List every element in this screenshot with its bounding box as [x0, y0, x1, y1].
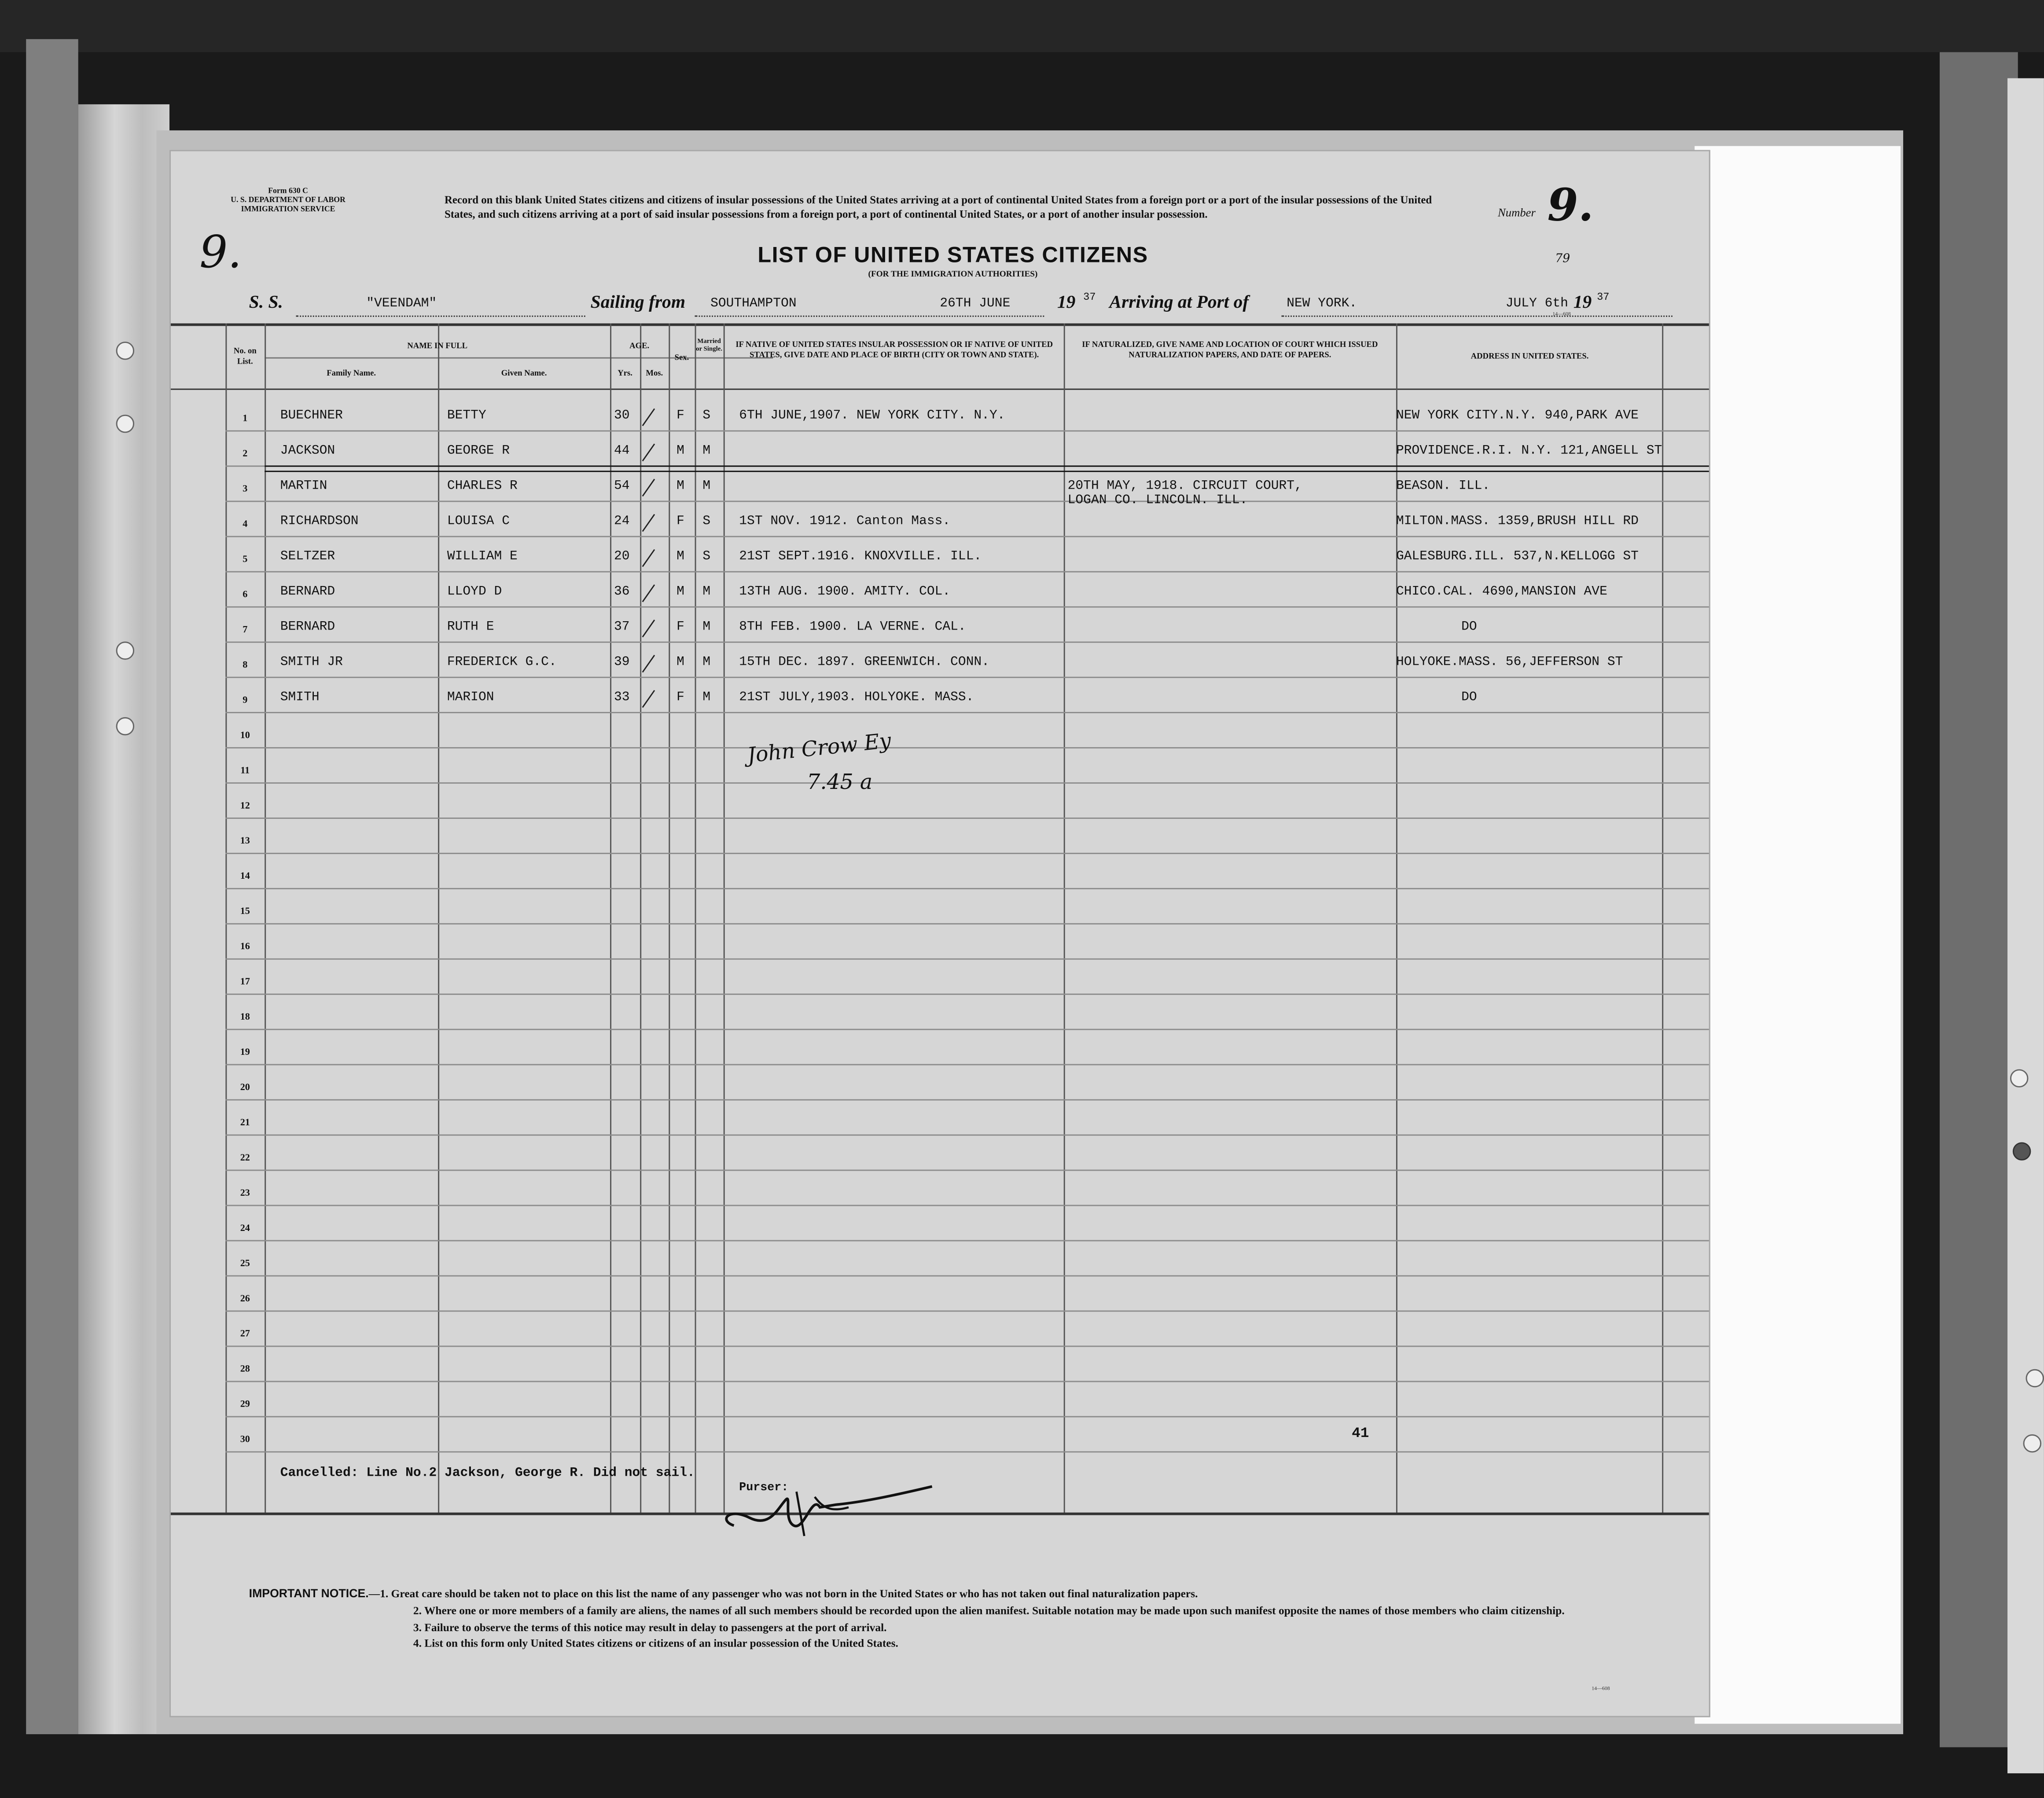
row-number: 28: [240, 1362, 250, 1374]
important-notice: [249, 1585, 1696, 1652]
arriving-label: Arriving at Port of: [1109, 293, 1249, 313]
binder-hole: [116, 717, 134, 735]
row-rule: [225, 1064, 1709, 1065]
binder-hole: [116, 342, 134, 360]
family-name: BERNARD: [280, 620, 335, 635]
sheet-mark: 9.: [199, 227, 242, 279]
page-number: 41: [1352, 1426, 1369, 1442]
col-head-married: Married or Single.: [696, 339, 723, 354]
print-code: 14—608: [1552, 310, 1571, 317]
given-name: BETTY: [447, 409, 486, 424]
row-number: 8: [243, 658, 248, 671]
sex: F: [676, 691, 684, 706]
row-number: 30: [240, 1433, 250, 1445]
sailing-year-prefix: 19: [1057, 293, 1076, 313]
number-under: 79: [1555, 253, 1570, 266]
row-number: 10: [240, 729, 250, 741]
page-subtitle: (FOR THE IMMIGRATION AUTHORITIES): [868, 270, 1038, 279]
binder-right-edge: [2007, 78, 2044, 1773]
row-rule: [225, 1275, 1709, 1277]
row-number: 7: [243, 623, 248, 635]
notice-lead: IMPORTANT NOTICE.: [249, 1587, 369, 1600]
binder-hole: [116, 415, 134, 433]
family-name: SMITH: [280, 691, 320, 706]
notice-item-3: 3. Failure to observe the terms of this notice may result in delay to passengers at the port of arrival.: [413, 1620, 887, 1633]
number-value: 9.: [1547, 180, 1594, 232]
col-head-age: AGE.: [629, 341, 650, 351]
row-number: 17: [240, 975, 250, 987]
age-tick-mark: [642, 690, 655, 708]
row-number: 22: [240, 1151, 250, 1163]
row-rule: [225, 571, 1709, 572]
service-name: IMMIGRATION SERVICE: [241, 206, 335, 214]
sex: M: [676, 479, 684, 494]
age-tick-mark: [642, 514, 655, 532]
row-rule: [225, 1170, 1709, 1171]
col-head-address: ADDRESS IN UNITED STATES.: [1471, 352, 1589, 361]
record-instructions: Record on this blank United States citizens and citizens of insular possessions of the United States arriving at a port of continental United States from a foreign port or a port of the insular possessions of the United States, and such citizens arriving at a port of said insular possessions from a foreign port, a port of continental United States, or a port of another insular possession.: [444, 194, 1432, 221]
age-years: 37: [614, 620, 630, 635]
birth-date-place: 21ST SEPT.1916. KNOXVILLE. ILL.: [739, 550, 982, 565]
row-rule: [225, 536, 1709, 537]
age-tick-mark: [642, 443, 655, 461]
row-rule: [225, 1381, 1709, 1382]
age-years: 44: [614, 444, 630, 459]
us-address: HOLYOKE.MASS. 56,JEFFERSON ST: [1396, 656, 1623, 671]
sex: M: [676, 444, 684, 459]
ship-name: "VEENDAM": [366, 297, 437, 312]
row-rule: [225, 1451, 1709, 1452]
family-name: JACKSON: [280, 444, 335, 459]
row-rule: [225, 1029, 1709, 1030]
col-head-given: Given Name.: [501, 369, 547, 378]
birth-date-place: 8TH FEB. 1900. LA VERNE. CAL.: [739, 620, 966, 635]
row-number: 4: [243, 517, 248, 530]
row-number: 29: [240, 1397, 250, 1410]
arrival-date: JULY 6th: [1505, 297, 1568, 312]
age-years: 39: [614, 656, 630, 671]
col-head-family: Family Name.: [327, 369, 376, 378]
age-tick-mark: [642, 619, 655, 637]
binder-left: [26, 39, 78, 1734]
col-head-name: NAME IN FULL: [407, 341, 468, 351]
row-rule: [225, 641, 1709, 643]
family-name: BERNARD: [280, 585, 335, 600]
row-number: 1: [243, 412, 248, 424]
row-number: 3: [243, 482, 248, 494]
purser-signature: [718, 1468, 953, 1547]
ss-label: S. S.: [249, 293, 283, 313]
sailing-year-suffix: 37: [1083, 292, 1096, 304]
given-name: MARION: [447, 691, 494, 706]
marital-status: M: [702, 620, 711, 635]
binder-right: [1940, 52, 2018, 1747]
table-top-rule: [171, 324, 1709, 326]
row-rule: [225, 747, 1709, 748]
notice-item-2: 2. Where one or more members of a family are aliens, the names of all such members should be recorded upon the alien manifest. Suitable notation may be made upon such manifest opposite the names of those members who claim citizenship.: [413, 1603, 1565, 1617]
sex: M: [676, 550, 684, 565]
row-number: 6: [243, 588, 248, 600]
row-number: 12: [240, 799, 250, 811]
row-number: 11: [240, 764, 250, 776]
naturalization-court: 20TH MAY, 1918. CIRCUIT COURT,: [1067, 479, 1302, 494]
row-number: 21: [240, 1116, 250, 1128]
us-address: BEASON. ILL.: [1396, 479, 1490, 494]
col-head-yrs: Yrs.: [618, 369, 632, 378]
blank-back-page: [1695, 146, 1901, 1724]
arrival-port: NEW YORK.: [1287, 297, 1357, 312]
row-number: 14: [240, 870, 250, 882]
age-tick-mark: [642, 584, 655, 602]
form-number: Form 630 C: [268, 188, 308, 196]
binder-hole: [2010, 1069, 2028, 1087]
sailing-from: SOUTHAMPTON: [710, 297, 797, 312]
from-dotline: [695, 316, 1044, 317]
sex: M: [676, 585, 684, 600]
given-name: RUTH E: [447, 620, 494, 635]
row-rule: [225, 1099, 1709, 1101]
marital-status: M: [702, 444, 711, 459]
row-number: 15: [240, 905, 250, 917]
row-number: 20: [240, 1081, 250, 1093]
marital-status: M: [702, 585, 711, 600]
scanner-background: [0, 0, 2044, 52]
age-tick-mark: [642, 408, 655, 426]
family-name: BUECHNER: [280, 409, 343, 424]
marital-status: S: [702, 550, 711, 565]
row-rule: [225, 712, 1709, 713]
row-rule: [225, 1205, 1709, 1206]
row-number: 24: [240, 1222, 250, 1234]
row-rule: [225, 994, 1709, 995]
row-number: 5: [243, 553, 248, 565]
family-name: MARTIN: [280, 479, 327, 494]
arriving-dotline: [1281, 316, 1673, 317]
family-name: RICHARDSON: [280, 515, 359, 530]
handwritten-note: John Crow Ey: [746, 728, 893, 768]
row-rule: [225, 1240, 1709, 1242]
age-years: 30: [614, 409, 630, 424]
row-rule: [225, 1135, 1709, 1136]
header-sub-rule: [265, 357, 773, 359]
birth-date-place: 1ST NOV. 1912. Canton Mass.: [739, 515, 951, 530]
us-address: MILTON.MASS. 1359,BRUSH HILL RD: [1396, 515, 1639, 530]
marital-status: S: [702, 409, 711, 424]
row-rule: [225, 606, 1709, 608]
row-rule: [225, 958, 1709, 960]
cancel-strike-line: [265, 471, 1709, 472]
row-number: 9: [243, 693, 248, 706]
given-name: GEORGE R: [447, 444, 510, 459]
row-rule: [225, 853, 1709, 854]
number-label: Number: [1497, 206, 1536, 219]
ship-dotline: [296, 316, 585, 317]
col-head-native: IF NATIVE OF UNITED STATES INSULAR POSSESSION OR IF NATIVE OF UNITED STATES, GIVE DATE AND PLACE OF BIRTH (CITY OR TOWN AND STATE).: [735, 340, 1053, 360]
row-rule: [225, 677, 1709, 678]
given-name: FREDERICK G.C.: [447, 656, 557, 671]
row-rule: [225, 782, 1709, 784]
arrival-year-suffix: 37: [1597, 292, 1610, 304]
us-address: DO: [1461, 691, 1477, 706]
col-head-sex: Sex.: [674, 353, 689, 363]
marital-status: M: [702, 691, 711, 706]
sex: F: [676, 620, 684, 635]
row-rule: [225, 1311, 1709, 1312]
row-rule: [225, 923, 1709, 925]
purser-label: Purser:: [739, 1481, 789, 1495]
marital-status: M: [702, 656, 711, 671]
sailing-from-label: Sailing from: [590, 293, 686, 313]
form-id: [210, 188, 366, 215]
family-name: SELTZER: [280, 550, 335, 565]
birth-date-place: 6TH JUNE,1907. NEW YORK CITY. N.Y.: [739, 409, 1005, 424]
row-rule: [225, 1416, 1709, 1417]
row-number: 19: [240, 1046, 250, 1057]
age-years: 24: [614, 515, 630, 530]
handwritten-time: 7.45 a: [807, 769, 873, 794]
us-address: NEW YORK CITY.N.Y. 940,PARK AVE: [1396, 409, 1639, 424]
marital-status: S: [702, 515, 711, 530]
col-head-naturalized: IF NATURALIZED, GIVE NAME AND LOCATION OF COURT WHICH ISSUED NATURALIZATION PAPERS, AND DATE OF PAPERS.: [1082, 340, 1378, 360]
row-number: 25: [240, 1257, 250, 1269]
marital-status: M: [702, 479, 711, 494]
us-address: CHICO.CAL. 4690,MANSION AVE: [1396, 585, 1607, 600]
row-rule: [225, 430, 1709, 431]
department-name: U. S. DEPARTMENT OF LABOR: [231, 197, 346, 205]
row-rule: [225, 818, 1709, 819]
col-head-no: No. on List.: [233, 346, 257, 367]
family-name: SMITH JR: [280, 656, 343, 671]
binder-hole: [116, 641, 134, 660]
print-code-footer: 14—608: [1592, 1684, 1610, 1691]
binder-hole: [2026, 1369, 2044, 1387]
naturalization-court-line2: LOGAN CO. LINCOLN. ILL.: [1067, 494, 1248, 509]
cancellation-note: Cancelled: Line No.2 Jackson, George R. Did not sail.: [280, 1466, 695, 1481]
age-years: 33: [614, 691, 630, 706]
sailing-date: 26TH JUNE: [940, 297, 1011, 312]
given-name: WILLIAM E: [447, 550, 518, 565]
given-name: LLOYD D: [447, 585, 502, 600]
given-name: LOUISA C: [447, 515, 510, 530]
age-years: 20: [614, 550, 630, 565]
row-rule: [225, 888, 1709, 889]
cancel-strike-line: [265, 465, 1709, 467]
birth-date-place: 21ST JULY,1903. HOLYOKE. MASS.: [739, 691, 974, 706]
birth-date-place: 15TH DEC. 1897. GREENWICH. CONN.: [739, 656, 990, 671]
header-bottom-rule: [171, 389, 1709, 390]
birth-date-place: 13TH AUG. 1900. AMITY. COL.: [739, 585, 951, 600]
us-address: DO: [1461, 620, 1477, 635]
binder-hole: [2013, 1142, 2031, 1160]
notice-item-1: —1. Great care should be taken not to place on this list the name of any passenger who was not born in the United States or who has not taken out final naturalization papers.: [368, 1587, 1198, 1600]
row-number: 27: [240, 1327, 250, 1339]
age-tick-mark: [642, 479, 655, 497]
row-number: 26: [240, 1292, 250, 1304]
row-rule: [225, 1345, 1709, 1347]
us-address: PROVIDENCE.R.I. N.Y. 121,ANGELL ST: [1396, 444, 1662, 459]
age-years: 54: [614, 479, 630, 494]
row-rule: [225, 501, 1709, 502]
row-number: 16: [240, 940, 250, 952]
given-name: CHARLES R: [447, 479, 518, 494]
col-head-mos: Mos.: [646, 369, 663, 378]
sex: F: [676, 409, 684, 424]
row-number: 2: [243, 447, 248, 459]
arrival-year-prefix: 19: [1573, 293, 1592, 313]
notice-item-4: 4. List on this form only United States citizens or citizens of an insular possession of the United States.: [413, 1637, 898, 1650]
page-title: LIST OF UNITED STATES CITIZENS: [757, 242, 1148, 268]
sex: F: [676, 515, 684, 530]
manifest-form: [169, 150, 1710, 1717]
age-tick-mark: [642, 655, 655, 673]
sex: M: [676, 656, 684, 671]
age-years: 36: [614, 585, 630, 600]
row-number: 18: [240, 1010, 250, 1022]
row-number: 13: [240, 834, 250, 847]
us-address: GALESBURG.ILL. 537,N.KELLOGG ST: [1396, 550, 1639, 565]
binder-hole: [2023, 1434, 2041, 1452]
age-tick-mark: [642, 549, 655, 567]
row-number: 23: [240, 1186, 250, 1198]
